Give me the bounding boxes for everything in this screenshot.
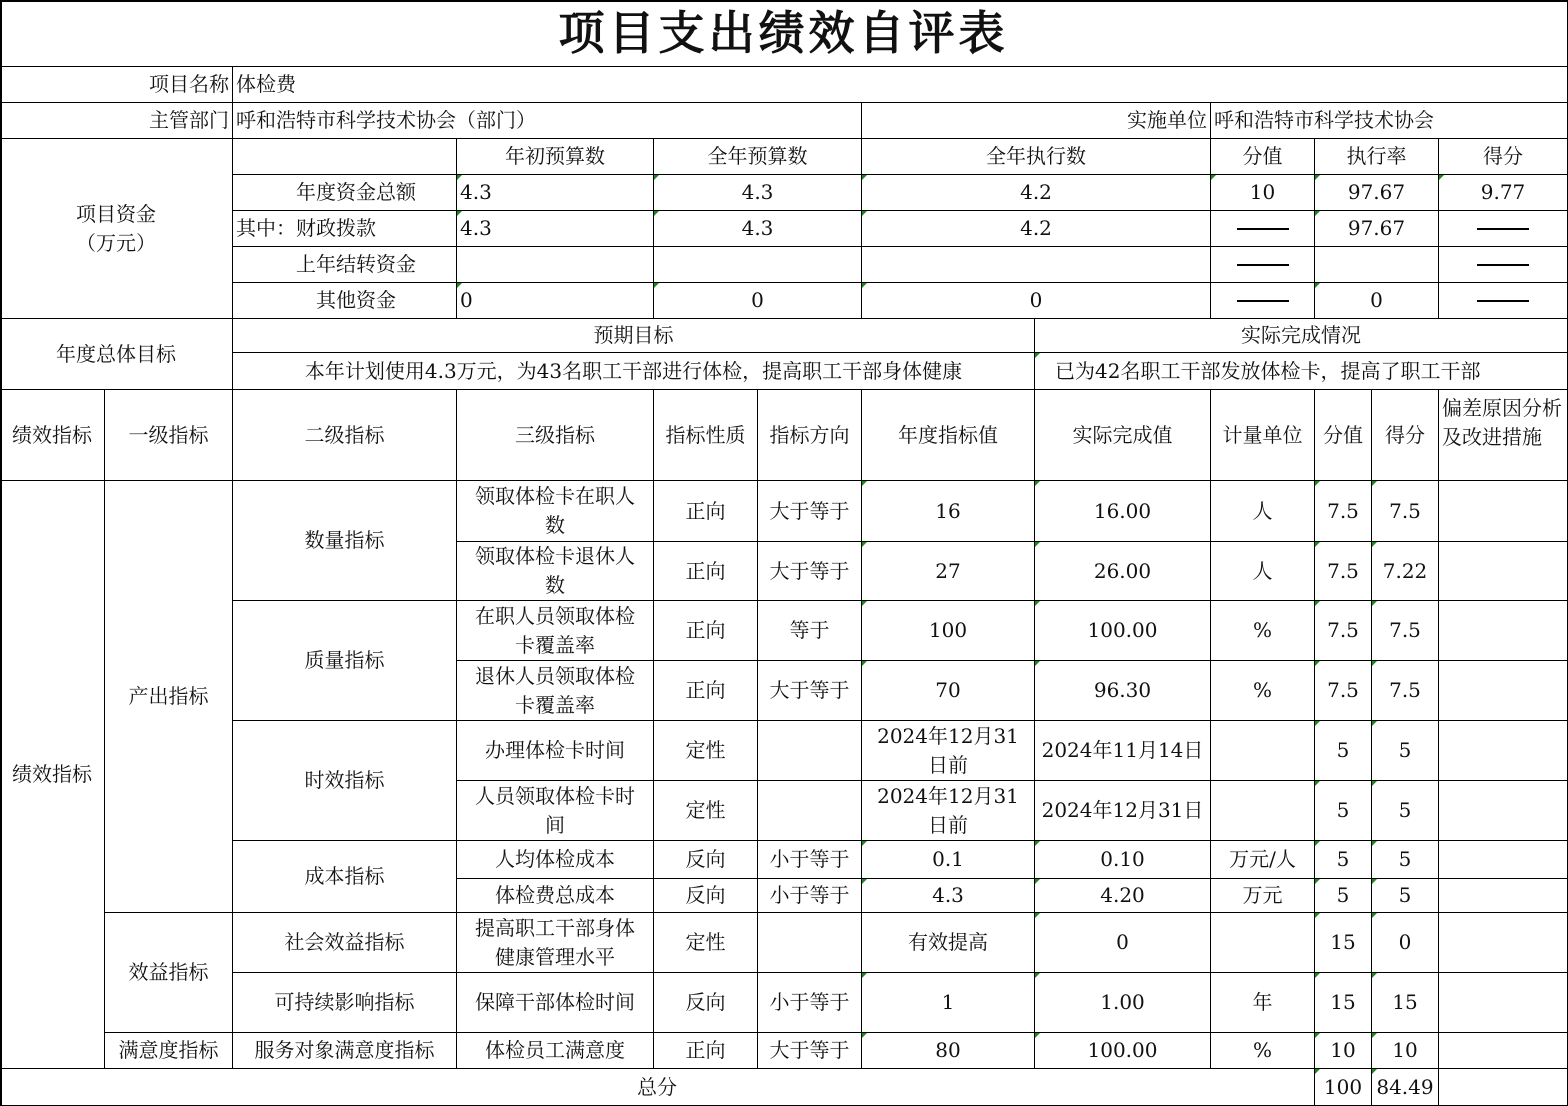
funds-header-initial: 年初预算数 bbox=[457, 139, 654, 175]
score-cell[interactable]: 10 bbox=[1372, 1033, 1439, 1069]
nature-cell[interactable]: 定性 bbox=[654, 721, 758, 781]
weight-cell[interactable]: 7.5 bbox=[1315, 481, 1372, 542]
target-cell[interactable]: 80 bbox=[862, 1033, 1035, 1069]
level1-benefit: 效益指标 bbox=[105, 913, 233, 1033]
unit-cell[interactable]: 人 bbox=[1211, 542, 1315, 601]
funds-cell-weight-dash bbox=[1211, 283, 1315, 319]
funds-cell-executed[interactable]: 0 bbox=[862, 283, 1211, 319]
header-weight: 分值 bbox=[1315, 390, 1372, 481]
weight-cell[interactable]: 15 bbox=[1315, 973, 1372, 1033]
direction-cell[interactable]: 大于等于 bbox=[758, 661, 862, 721]
funds-header-blank bbox=[233, 139, 457, 175]
target-cell[interactable]: 有效提高 bbox=[862, 913, 1035, 973]
actual-cell[interactable]: 100.00 bbox=[1035, 1033, 1211, 1069]
header-unit: 计量单位 bbox=[1211, 390, 1315, 481]
nature-cell[interactable]: 定性 bbox=[654, 781, 758, 841]
funds-header-weight: 分值 bbox=[1211, 139, 1315, 175]
weight-cell[interactable]: 7.5 bbox=[1315, 601, 1372, 661]
weight-cell[interactable]: 5 bbox=[1315, 841, 1372, 879]
direction-cell[interactable] bbox=[758, 721, 862, 781]
target-cell[interactable]: 2024年12月31日前 bbox=[862, 721, 1035, 781]
target-cell[interactable]: 1 bbox=[862, 973, 1035, 1033]
dash-placeholder bbox=[1477, 264, 1529, 266]
funds-cell-executed[interactable] bbox=[862, 247, 1211, 283]
level3-cell: 人员领取体检卡时间 bbox=[457, 781, 654, 841]
header-level2: 二级指标 bbox=[233, 390, 457, 481]
header-actual: 实际完成值 bbox=[1035, 390, 1211, 481]
score-cell[interactable]: 7.5 bbox=[1372, 661, 1439, 721]
funds-cell-executed[interactable]: 4.2 bbox=[862, 175, 1211, 211]
level2-timeliness: 时效指标 bbox=[233, 721, 457, 841]
weight-cell[interactable]: 5 bbox=[1315, 879, 1372, 913]
funds-cell-executed[interactable]: 4.2 bbox=[862, 211, 1211, 247]
funds-cell-score-dash bbox=[1439, 211, 1568, 247]
target-cell[interactable]: 4.3 bbox=[862, 879, 1035, 913]
target-cell[interactable]: 0.1 bbox=[862, 841, 1035, 879]
funds-cell-annual[interactable] bbox=[654, 247, 862, 283]
dept-value[interactable]: 呼和浩特市科学技术协会（部门） bbox=[233, 103, 862, 139]
unit-cell[interactable] bbox=[1211, 913, 1315, 973]
dash-placeholder bbox=[1477, 300, 1529, 302]
unit-cell[interactable]: % bbox=[1211, 1033, 1315, 1069]
funds-header-annual: 全年预算数 bbox=[654, 139, 862, 175]
unit-cell[interactable]: % bbox=[1211, 601, 1315, 661]
actual-cell[interactable]: 1.00 bbox=[1035, 973, 1211, 1033]
funds-label-line2: （万元） bbox=[76, 230, 156, 255]
funds-cell-initial[interactable]: 4.3 bbox=[457, 211, 654, 247]
level2-social-benefit: 社会效益指标 bbox=[233, 913, 457, 973]
weight-cell[interactable]: 7.5 bbox=[1315, 661, 1372, 721]
header-perf: 绩效指标 bbox=[0, 390, 105, 481]
weight-cell[interactable]: 7.5 bbox=[1315, 542, 1372, 601]
direction-cell[interactable]: 小于等于 bbox=[758, 841, 862, 879]
nature-cell[interactable]: 反向 bbox=[654, 841, 758, 879]
weight-cell[interactable]: 10 bbox=[1315, 1033, 1372, 1069]
deviation-cell[interactable] bbox=[1439, 781, 1568, 841]
actual-cell[interactable]: 16.00 bbox=[1035, 481, 1211, 542]
actual-cell[interactable]: 2024年12月31日 bbox=[1035, 781, 1211, 841]
level3-cell: 领取体检卡退休人数 bbox=[457, 542, 654, 601]
nature-cell[interactable]: 正向 bbox=[654, 601, 758, 661]
dash-placeholder bbox=[1237, 300, 1289, 302]
level3-cell: 体检员工满意度 bbox=[457, 1033, 654, 1069]
header-nature: 指标性质 bbox=[654, 390, 758, 481]
funds-header-executed: 全年执行数 bbox=[862, 139, 1211, 175]
target-cell[interactable]: 27 bbox=[862, 542, 1035, 601]
actual-cell[interactable]: 26.00 bbox=[1035, 542, 1211, 601]
nature-cell[interactable]: 正向 bbox=[654, 542, 758, 601]
score-cell[interactable]: 7.22 bbox=[1372, 542, 1439, 601]
nature-cell[interactable]: 反向 bbox=[654, 973, 758, 1033]
score-cell[interactable]: 7.5 bbox=[1372, 481, 1439, 542]
level3-cell: 提高职工干部身体健康管理水平 bbox=[457, 913, 654, 973]
page-title: 项目支出绩效自评表 bbox=[0, 0, 1568, 67]
deviation-cell[interactable] bbox=[1439, 601, 1568, 661]
header-deviation: 偏差原因分析及改进措施 bbox=[1439, 390, 1568, 481]
score-cell[interactable]: 7.5 bbox=[1372, 601, 1439, 661]
direction-cell[interactable] bbox=[758, 913, 862, 973]
perf-indicator-label: 绩效指标 bbox=[0, 481, 105, 1069]
project-name-value[interactable]: 体检费 bbox=[233, 67, 1568, 103]
funds-label-line1: 项目资金 bbox=[76, 201, 156, 226]
project-name-label: 项目名称 bbox=[0, 67, 233, 103]
funds-cell-weight[interactable]: 10 bbox=[1211, 175, 1315, 211]
direction-cell[interactable]: 大于等于 bbox=[758, 542, 862, 601]
unit-cell[interactable]: 人 bbox=[1211, 481, 1315, 542]
direction-cell[interactable] bbox=[758, 781, 862, 841]
header-level1: 一级指标 bbox=[105, 390, 233, 481]
level2-service-satisfaction: 服务对象满意度指标 bbox=[233, 1033, 457, 1069]
actual-cell[interactable]: 0.10 bbox=[1035, 841, 1211, 879]
goals-section-label: 年度总体目标 bbox=[0, 319, 233, 390]
weight-cell[interactable]: 5 bbox=[1315, 721, 1372, 781]
level1-satisfaction: 满意度指标 bbox=[105, 1033, 233, 1069]
impl-unit-value[interactable]: 呼和浩特市科学技术协会 bbox=[1211, 103, 1568, 139]
funds-header-rate: 执行率 bbox=[1315, 139, 1439, 175]
dash-placeholder bbox=[1477, 228, 1529, 230]
funds-row-label: 其他资金 bbox=[233, 283, 457, 319]
funds-cell-score-dash bbox=[1439, 247, 1568, 283]
funds-cell-rate[interactable]: 97.67 bbox=[1315, 211, 1439, 247]
weight-cell[interactable]: 15 bbox=[1315, 913, 1372, 973]
direction-cell[interactable]: 大于等于 bbox=[758, 481, 862, 542]
header-direction: 指标方向 bbox=[758, 390, 862, 481]
total-weight[interactable]: 100 bbox=[1315, 1069, 1372, 1106]
direction-cell[interactable]: 大于等于 bbox=[758, 1033, 862, 1069]
funds-cell-initial[interactable] bbox=[457, 247, 654, 283]
level3-cell: 领取体检卡在职人数 bbox=[457, 481, 654, 542]
unit-cell[interactable]: % bbox=[1211, 661, 1315, 721]
weight-cell[interactable]: 5 bbox=[1315, 781, 1372, 841]
level1-output: 产出指标 bbox=[105, 481, 233, 913]
dept-label: 主管部门 bbox=[0, 103, 233, 139]
target-cell[interactable]: 2024年12月31日前 bbox=[862, 781, 1035, 841]
actual-cell[interactable]: 2024年11月14日 bbox=[1035, 721, 1211, 781]
funds-cell-initial[interactable]: 0 bbox=[457, 283, 654, 319]
level3-cell: 体检费总成本 bbox=[457, 879, 654, 913]
unit-cell[interactable] bbox=[1211, 781, 1315, 841]
funds-header-score: 得分 bbox=[1439, 139, 1568, 175]
expected-goal-text[interactable]: 本年计划使用4.3万元，为43名职工干部进行体检，提高职工干部身体健康 bbox=[233, 353, 1035, 390]
funds-cell-rate[interactable]: 0 bbox=[1315, 283, 1439, 319]
level2-cost: 成本指标 bbox=[233, 841, 457, 913]
deviation-cell[interactable] bbox=[1439, 1033, 1568, 1069]
impl-unit-label: 实施单位 bbox=[862, 103, 1211, 139]
total-label: 总分 bbox=[0, 1069, 1315, 1106]
level2-sustainability: 可持续影响指标 bbox=[233, 973, 457, 1033]
actual-completion-text[interactable]: 已为42名职工干部发放体检卡，提高了职工干部 bbox=[1035, 353, 1568, 390]
level3-cell: 办理体检卡时间 bbox=[457, 721, 654, 781]
total-score[interactable]: 84.49 bbox=[1372, 1069, 1439, 1106]
funds-cell-annual[interactable]: 4.3 bbox=[654, 211, 862, 247]
score-cell[interactable]: 15 bbox=[1372, 973, 1439, 1033]
nature-cell[interactable]: 正向 bbox=[654, 1033, 758, 1069]
target-cell[interactable]: 100 bbox=[862, 601, 1035, 661]
nature-cell[interactable]: 反向 bbox=[654, 879, 758, 913]
funds-cell-weight-dash bbox=[1211, 247, 1315, 283]
funds-section-label bbox=[0, 139, 233, 319]
funds-cell-rate[interactable] bbox=[1315, 247, 1439, 283]
level3-cell: 保障干部体检时间 bbox=[457, 973, 654, 1033]
direction-cell[interactable]: 小于等于 bbox=[758, 973, 862, 1033]
deviation-cell[interactable] bbox=[1439, 481, 1568, 542]
score-cell[interactable]: 5 bbox=[1372, 841, 1439, 879]
score-cell[interactable]: 5 bbox=[1372, 721, 1439, 781]
funds-cell-annual[interactable]: 4.3 bbox=[654, 175, 862, 211]
total-deviation[interactable] bbox=[1439, 1069, 1568, 1106]
expected-goal-header: 预期目标 bbox=[233, 319, 1035, 353]
dash-placeholder bbox=[1237, 264, 1289, 266]
nature-cell[interactable]: 正向 bbox=[654, 661, 758, 721]
level3-cell: 在职人员领取体检卡覆盖率 bbox=[457, 601, 654, 661]
deviation-cell[interactable] bbox=[1439, 879, 1568, 913]
score-cell[interactable]: 5 bbox=[1372, 781, 1439, 841]
nature-cell[interactable]: 定性 bbox=[654, 913, 758, 973]
unit-cell[interactable]: 年 bbox=[1211, 973, 1315, 1033]
funds-row-label: 年度资金总额 bbox=[233, 175, 457, 211]
funds-cell-initial[interactable]: 4.3 bbox=[457, 175, 654, 211]
level3-cell: 人均体检成本 bbox=[457, 841, 654, 879]
deviation-cell[interactable] bbox=[1439, 841, 1568, 879]
funds-cell-score[interactable]: 9.77 bbox=[1439, 175, 1568, 211]
deviation-cell[interactable] bbox=[1439, 542, 1568, 601]
funds-row-label: 上年结转资金 bbox=[233, 247, 457, 283]
actual-cell[interactable]: 96.30 bbox=[1035, 661, 1211, 721]
header-target: 年度指标值 bbox=[862, 390, 1035, 481]
level2-quantity: 数量指标 bbox=[233, 481, 457, 601]
unit-cell[interactable] bbox=[1211, 721, 1315, 781]
target-cell[interactable]: 70 bbox=[862, 661, 1035, 721]
level2-quality: 质量指标 bbox=[233, 601, 457, 721]
deviation-cell[interactable] bbox=[1439, 973, 1568, 1033]
direction-cell[interactable]: 等于 bbox=[758, 601, 862, 661]
unit-cell[interactable]: 万元 bbox=[1211, 879, 1315, 913]
actual-cell[interactable]: 0 bbox=[1035, 913, 1211, 973]
dash-placeholder bbox=[1237, 228, 1289, 230]
level3-cell: 退休人员领取体检卡覆盖率 bbox=[457, 661, 654, 721]
deviation-cell[interactable] bbox=[1439, 913, 1568, 973]
direction-cell[interactable]: 小于等于 bbox=[758, 879, 862, 913]
deviation-cell[interactable] bbox=[1439, 661, 1568, 721]
actual-cell[interactable]: 4.20 bbox=[1035, 879, 1211, 913]
target-cell[interactable]: 16 bbox=[862, 481, 1035, 542]
funds-cell-weight-dash bbox=[1211, 211, 1315, 247]
deviation-cell[interactable] bbox=[1439, 721, 1568, 781]
header-score: 得分 bbox=[1372, 390, 1439, 481]
header-level3: 三级指标 bbox=[457, 390, 654, 481]
score-cell[interactable]: 0 bbox=[1372, 913, 1439, 973]
unit-cell[interactable]: 万元/人 bbox=[1211, 841, 1315, 879]
nature-cell[interactable]: 正向 bbox=[654, 481, 758, 542]
funds-row-label: 其中：财政拨款 bbox=[233, 211, 457, 247]
funds-cell-rate[interactable]: 97.67 bbox=[1315, 175, 1439, 211]
actual-cell[interactable]: 100.00 bbox=[1035, 601, 1211, 661]
funds-cell-annual[interactable]: 0 bbox=[654, 283, 862, 319]
funds-cell-score-dash bbox=[1439, 283, 1568, 319]
actual-completion-header: 实际完成情况 bbox=[1035, 319, 1568, 353]
score-cell[interactable]: 5 bbox=[1372, 879, 1439, 913]
